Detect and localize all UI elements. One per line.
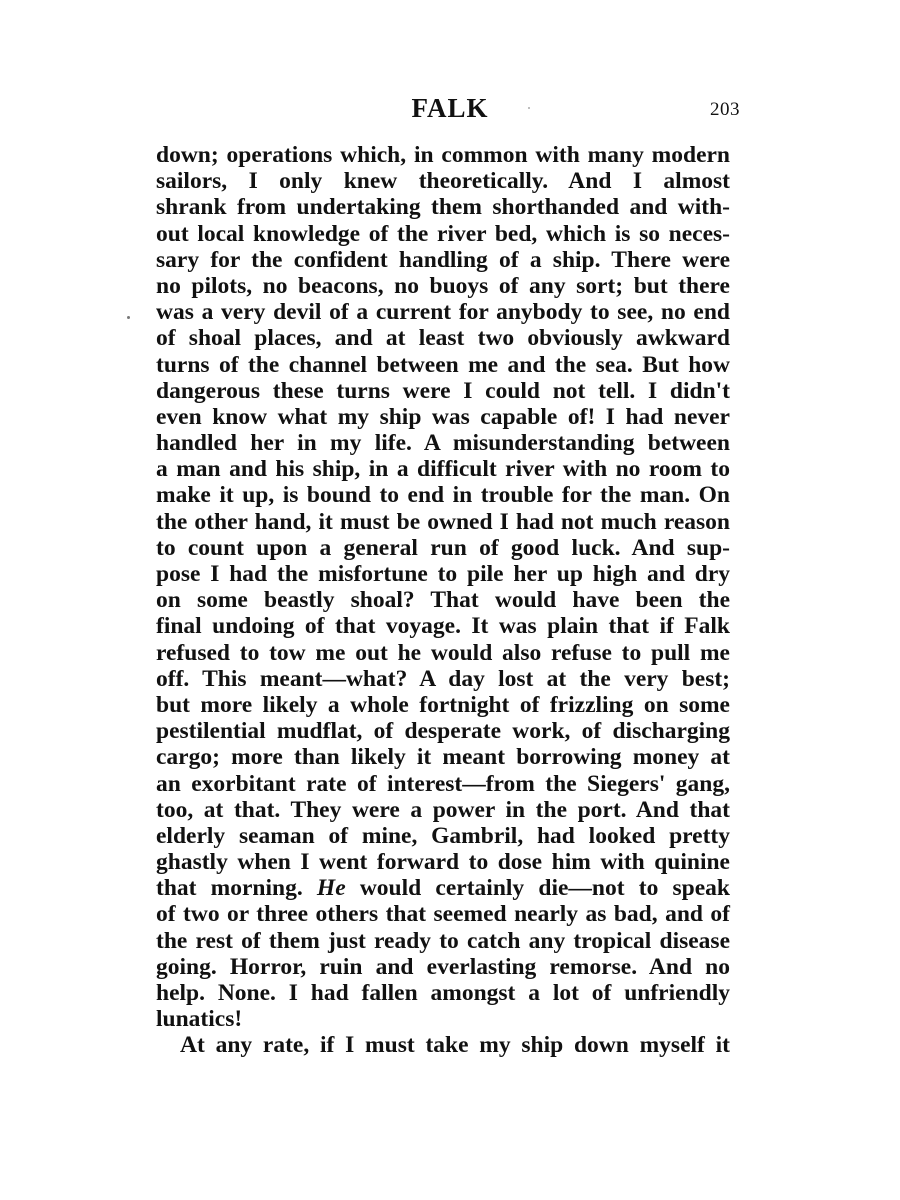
text-line: no pilots, no beacons, no buoys of any sort; but there	[156, 272, 730, 299]
text-line: the other hand, it must be owned I had not much reason	[156, 508, 730, 535]
text-line: the rest of them just ready to catch any tropical disease	[156, 927, 730, 954]
text-line: pose I had the misfortune to pile her up high and dry	[156, 561, 730, 587]
text-line: an exorbitant rate of interest—from the Siegers' gang,	[156, 770, 730, 797]
text-line: down; operations which, in common with many modern	[156, 142, 730, 168]
text-line: refused to tow me out he would also refuse to pull me	[156, 639, 730, 666]
text-line: dangerous these turns were I could not tell. I didn't	[156, 377, 730, 404]
text-line: pestilential mudflat, of desperate work, of discharging	[156, 718, 730, 745]
text-line: of shoal places, and at least two obviously awkward	[156, 325, 730, 352]
text-line: a man and his ship, in a difficult river with no room to	[156, 456, 730, 483]
text-line: elderly seaman of mine, Gambril, had looked pretty	[156, 822, 730, 849]
text-line: sailors, I only knew theoretically. And I almost	[156, 168, 730, 195]
text-line: on some beastly shoal? That would have been the	[156, 587, 730, 614]
text-line: final undoing of that voyage. It was plain that if Falk	[156, 613, 730, 640]
text-line: sary for the confident handling of a ship. There were	[156, 246, 730, 273]
text-line: help. None. I had fallen amongst a lot of unfriendly	[156, 980, 730, 1006]
line-segment: would certainly die—not to speak	[345, 875, 730, 902]
text-line: handled her in my life. A misunderstanding between	[156, 430, 730, 457]
running-title: FALK	[411, 93, 489, 123]
margin-mark	[127, 316, 130, 319]
text-line: but more likely a whole fortnight of frizzling on some	[156, 691, 730, 718]
text-line: off. This meant—what? A day lost at the very best;	[156, 665, 730, 692]
text-line: even know what my ship was capable of! I had never	[156, 403, 730, 430]
paragraph-start-line: At any rate, if I must take my ship down myself it	[180, 1032, 730, 1059]
text-line: ghastly when I went forward to dose him with quinine	[156, 849, 730, 876]
text-line: going. Horror, ruin and everlasting remorse. And no	[156, 953, 730, 980]
emphasized-word: He	[316, 875, 346, 902]
text-line: to count upon a general run of good luck. And sup-	[156, 534, 730, 561]
paragraph-end-line: lunatics!	[156, 1006, 243, 1033]
text-line: turns of the channel between me and the sea. But how	[156, 351, 730, 378]
text-line: shrank from undertaking them shorthanded and with-	[156, 194, 730, 221]
text-line: too, at that. They were a power in the port. And that	[156, 796, 730, 823]
text-line: make it up, is bound to end in trouble for the man. On	[156, 482, 730, 509]
line-segment: that morning.	[156, 875, 317, 902]
page-number: 203	[710, 99, 740, 120]
text-line: was a very devil of a current for anybody to see, no end	[156, 299, 730, 326]
text-line: cargo; more than likely it meant borrowing money at	[156, 744, 730, 771]
text-line-with-emphasis	[156, 875, 730, 901]
body-text	[156, 142, 730, 1059]
text-line: of two or three others that seemed nearly as bad, and of	[156, 901, 730, 928]
text-line: out local knowledge of the river bed, which is so neces-	[156, 220, 730, 247]
